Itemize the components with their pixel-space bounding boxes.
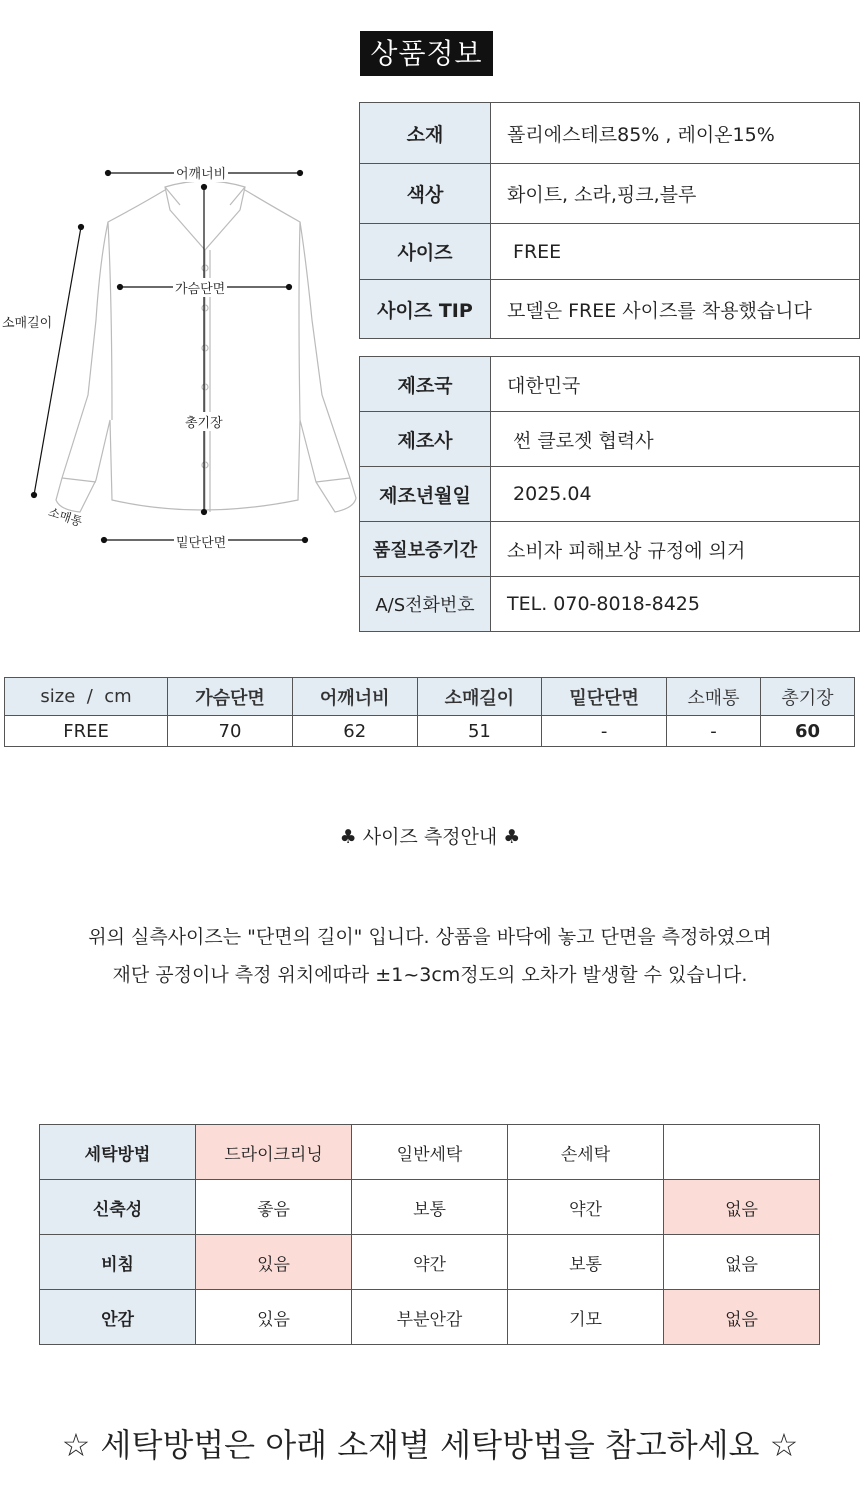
hem-label: 밑단단면 [174,532,228,551]
info-value: 썬 클로젯 협력사 [491,412,860,467]
wash-cell: 보통 [352,1180,508,1235]
info-value: 2025.04 [491,467,860,522]
page-title: 상품정보 [360,31,493,76]
info-row-manufacturer [360,412,860,467]
wash-cell: 약간 [352,1235,508,1290]
sleeve-length-label: 소매길이 [0,312,54,331]
wash-row-lining [40,1290,820,1345]
product-info-table [359,102,860,339]
size-table [4,677,855,747]
wash-cell: 좋음 [196,1180,352,1235]
info-key: 소재 [360,103,491,164]
shirt-measurement-diagram [0,150,360,570]
wash-cell: 일반세탁 [352,1125,508,1180]
wash-cell: 보통 [508,1235,664,1290]
wash-cell: 드라이크리닝 [196,1125,352,1180]
wash-guide-footer: ☆ 세탁방법은 아래 소재별 세탁방법을 참고하세요 ☆ [61,1426,799,1464]
info-row-manufacture-date [360,467,860,522]
size-header-cell: 어깨너비 [292,678,417,716]
size-cell: 62 [292,716,417,747]
wash-row-stretch [40,1180,820,1235]
wash-key: 비침 [40,1235,196,1290]
size-header-cell: 총기장 [760,678,854,716]
wash-row-sheer [40,1235,820,1290]
info-value: TEL. 070-8018-8425 [491,577,860,632]
info-key: 품질보증기간 [360,522,491,577]
info-row-size [360,224,860,280]
size-cell: FREE [5,716,168,747]
size-header-cell: 밑단단면 [542,678,667,716]
info-key: 사이즈 TIP [360,280,491,339]
total-length-label: 총기장 [183,412,225,431]
info-value: 화이트, 소라,핑크,블루 [491,164,860,224]
info-row-color [360,164,860,224]
wash-cell: 없음 [664,1235,820,1290]
info-value: 모델은 FREE 사이즈를 착용했습니다 [491,280,860,339]
size-table-header-row [5,678,855,716]
info-value: 소비자 피해보상 규정에 의거 [491,522,860,577]
wash-cell [664,1125,820,1180]
info-key: 제조사 [360,412,491,467]
info-value: 폴리에스테르85% , 레이온15% [491,103,860,164]
wash-cell: 부분안감 [352,1290,508,1345]
cuff-label: 소매통 [46,504,84,530]
info-row-as-phone [360,577,860,632]
info-key: 제조국 [360,357,491,412]
wash-key: 세탁방법 [40,1125,196,1180]
info-row-country [360,357,860,412]
wash-cell: 없음 [664,1180,820,1235]
measurement-notice-heading: ♣ 사이즈 측정안내 ♣ [339,826,521,848]
info-key: A/S전화번호 [360,577,491,632]
notice-line: 재단 공정이나 측정 위치에따라 ±1~3cm정도의 오차가 발생할 수 있습니다. [112,964,748,986]
info-value: 대한민국 [491,357,860,412]
chest-label: 가슴단면 [173,278,227,297]
shoulder-label: 어깨너비 [174,163,228,182]
wash-cell: 있음 [196,1290,352,1345]
size-cell: - [542,716,667,747]
manufacturer-info-table [359,356,860,632]
size-cell: 70 [168,716,293,747]
info-row-warranty [360,522,860,577]
info-key: 제조년월일 [360,467,491,522]
notice-line: 위의 실측사이즈는 "단면의 길이" 입니다. 상품을 바닥에 놓고 단면을 측정하였으며 [88,926,772,948]
measurement-notice-text [0,918,860,994]
info-value: FREE [491,224,860,280]
size-header-cell: 가슴단면 [168,678,293,716]
info-row-size-tip [360,280,860,339]
wash-cell: 기모 [508,1290,664,1345]
wash-key: 신축성 [40,1180,196,1235]
size-cell: 51 [417,716,542,747]
wash-cell: 손세탁 [508,1125,664,1180]
wash-cell: 있음 [196,1235,352,1290]
size-header-cell: 소매통 [667,678,761,716]
info-row-material [360,103,860,164]
size-cell: - [667,716,761,747]
wash-properties-table [39,1124,820,1345]
info-key: 색상 [360,164,491,224]
wash-key: 안감 [40,1290,196,1345]
size-header-cell: size / cm [5,678,168,716]
size-cell: 60 [760,716,854,747]
info-key: 사이즈 [360,224,491,280]
size-header-cell: 소매길이 [417,678,542,716]
wash-row-method [40,1125,820,1180]
size-table-row [5,716,855,747]
wash-cell: 약간 [508,1180,664,1235]
wash-cell: 없음 [664,1290,820,1345]
